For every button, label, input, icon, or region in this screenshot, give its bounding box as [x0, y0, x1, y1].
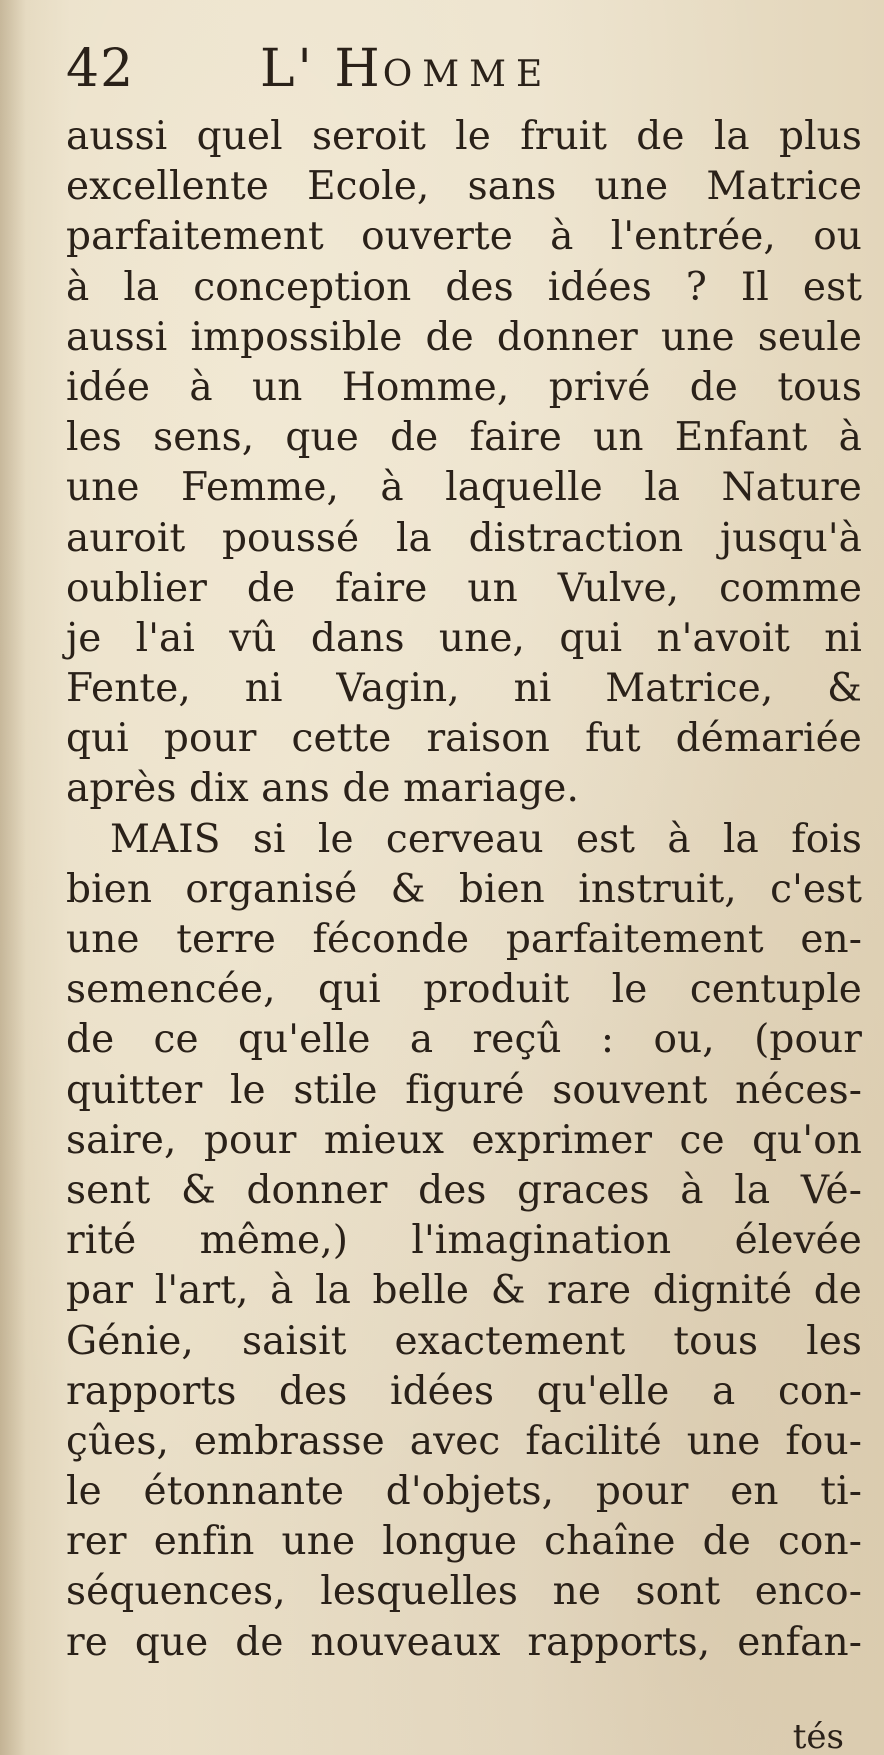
text-line: séquences, lesquelles ne sont enco-	[66, 1569, 862, 1615]
text-line: sent & donner des graces à la Vé-	[66, 1167, 862, 1213]
text-line: une Femme, à laquelle la Nature	[66, 465, 862, 511]
text-line-paragraph-start: MAIS si le cerveau est à la fois	[110, 816, 862, 862]
text-line: aussi impossible de donner une seule	[66, 314, 862, 360]
text-line: bien organisé & bien instruit, c'est	[66, 866, 862, 912]
text-line: parfaitement ouverte à l'entrée, ou	[66, 214, 862, 260]
text-line: Fente, ni Vagin, ni Matrice, &	[66, 666, 862, 712]
text-line: idée à un Homme, privé de tous	[66, 364, 862, 410]
text-line-paragraph-end: après dix ans de mariage.	[66, 766, 579, 812]
text-line: quitter le stile figuré souvent néces-	[66, 1067, 862, 1113]
text-line: saire, pour mieux exprimer ce qu'on	[66, 1117, 862, 1163]
text-line: les sens, que de faire un Enfant à	[66, 415, 862, 461]
text-line: re que de nouveaux rapports, enfan-	[66, 1619, 862, 1665]
text-line: Génie, saisit exactement tous les	[66, 1318, 862, 1364]
text-line: je l'ai vû dans une, qui n'avoit ni	[66, 615, 862, 661]
body-text	[66, 112, 862, 1668]
text-line: rer enfin une longue chaîne de con-	[66, 1519, 862, 1565]
catchword: tés	[792, 1717, 844, 1755]
running-title-initial: L' H	[260, 39, 383, 99]
text-line: auroit poussé la distraction jusqu'à	[66, 515, 862, 561]
running-header	[66, 34, 814, 104]
text-line: de ce qu'elle a reçû : ou, (pour	[66, 1017, 862, 1063]
page-number: 42	[66, 39, 135, 99]
text-line: aussi quel seroit le fruit de la plus	[66, 114, 862, 159]
running-title-rest: OMME	[382, 54, 553, 95]
text-line: semencée, qui produit le centuple	[66, 967, 862, 1013]
text-line: rapports des idées qu'elle a con-	[66, 1368, 862, 1414]
text-line: rité même,) l'imagination élevée	[66, 1218, 862, 1264]
text-line: le étonnante d'objets, pour en ti-	[66, 1469, 862, 1515]
text-line: par l'art, à la belle & rare dignité de	[66, 1268, 862, 1314]
text-line: une terre féconde parfaitement en-	[66, 917, 862, 962]
running-title	[260, 34, 552, 110]
text-line: excellente Ecole, sans une Matrice	[66, 164, 862, 210]
text-line: à la conception des idées ? Il est	[66, 264, 862, 310]
text-line: çûes, embrasse avec facilité une fou-	[66, 1418, 862, 1464]
text-line: qui pour cette raison fut démariée	[66, 716, 862, 762]
text-line: oublier de faire un Vulve, comme	[66, 565, 862, 611]
gutter-shadow	[0, 0, 26, 1755]
